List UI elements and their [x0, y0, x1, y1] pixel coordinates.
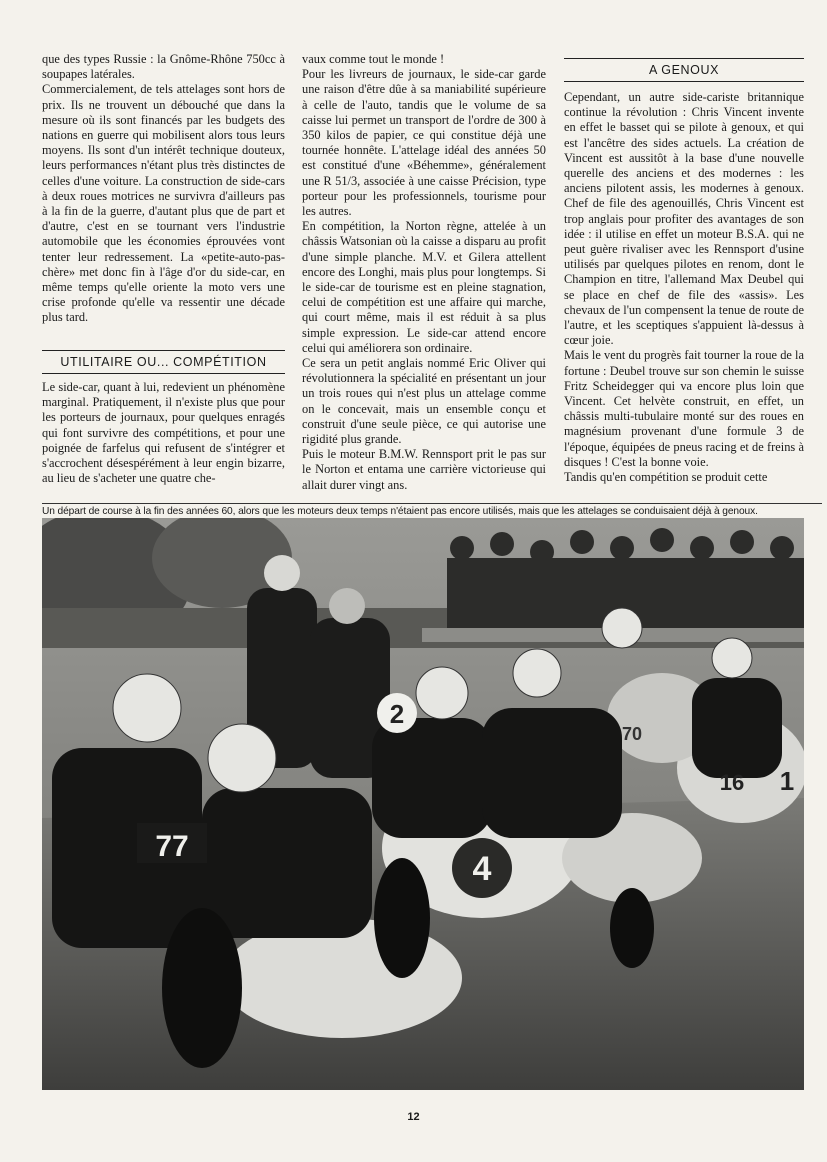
section-heading-utilitaire: UTILITAIRE OU... COMPÉTITION: [42, 350, 285, 374]
photo-caption: Un départ de course à la fin des années 60, alors que les moteurs deux temps n'étaient pas encore utilisés, mais que les attelages se conduisaient déjà à genoux.: [42, 503, 822, 517]
race-start-photo: [42, 518, 804, 1090]
column-2: [302, 52, 546, 493]
col1-paragraph: que des types Russie : la Gnôme-Rhône 750cc à soupapes latérales.: [42, 52, 285, 82]
page-number: 12: [407, 1111, 420, 1123]
col2-paragraph: Puis le moteur B.M.W. Rennsport prit le pas sur le Norton et entama une carrière victorieuse qui allait durer vingt ans.: [302, 447, 546, 492]
column-1: [42, 52, 285, 326]
race-number: 2: [389, 699, 405, 729]
section-heading-a-genoux: A GENOUX: [564, 58, 804, 82]
race-number: 70: [621, 724, 643, 744]
column-3: [564, 90, 804, 485]
col2-paragraph: Pour les livreurs de journaux, le side-car garde une raison d'être dûe à sa maniabilité supérieure à celle de l'auto, tandis que le volume de sa caisse lui permet un transport de l'ordre de 300 à 350 kilos de papier, ce qui constitue déjà une tournée honnête. L'attelage idéal des années 50 est constitué d'une «Béhemme», généralement une R 51/3, associée à une caisse Précision, type porteur pour les professionnels, tourisme pour les autres.: [302, 67, 546, 219]
col1-paragraph: Commercialement, de tels attelages sont hors de prix. Ils ne trouvent un débouché que dans la mesure où ils sont financés par les budgets des nations en guerre qui mobilisent alors tous leurs moyens. Ils sont d'un intérêt technique douteux, leurs performances n'étant plus très distinctes de celles d'une voiture. La construction de side-cars à deux roues motrices ne survivra d'ailleurs pas à la fin de la guerre, d'autant plus que de part et d'autre, c'est en se tournant vers l'industrie automobile que les économies éprouvées vont tenter leur redressement. La «petite-auto-pas-chère» met donc fin à l'âge d'or du side-car, en même temps qu'elle oriente la moto vers une crise profonde qu'elle va ressentir une décade plus tard.: [42, 82, 285, 325]
col2-paragraph: Ce sera un petit anglais nommé Eric Oliver qui révolutionnera la spécialité en présentant un jour un trois roues qui n'est plus un attelage comme on le concevait, mais un ensemble conçu et construit d'une seule pièce, ce qui autorise une rigidité plus grande.: [302, 356, 546, 447]
col3-paragraph: Tandis qu'en compétition se produit cette: [564, 470, 768, 485]
col1b-paragraph: Le side-car, quant à lui, redevient un phénomène marginal. Pratiquement, il n'existe plus que pour les porteurs de journaux, pour quelques enragés qui font survivre des compétitions, et pour une poignée de farfelus qui refusent de s'intégrer et s'accrochent désespérément à leur engin bizarre, au lieu de s'acheter une quatre che-: [42, 380, 285, 486]
race-number: 77: [155, 830, 189, 863]
race-number: 4: [472, 850, 492, 888]
race-number: 1: [779, 766, 795, 796]
col2-paragraph: En compétition, la Norton règne, attelée à un châssis Watsonian où la caisse a disparu au profit d'une simple planche. M.V. et Gilera attellent encore des Longhi, mais plus pour longtemps. Si le side-car de tourisme est en pleine stagnation, celui de compétition est une affaire qui marche, qui court même, mais il est réduit à sa plus simple expression. Le side-car attend encore celui qui améliorera son ordinaire.: [302, 219, 546, 355]
race-number: 16: [719, 770, 745, 795]
col3-paragraph: Mais le vent du progrès fait tourner la roue de la fortune : Deubel trouve sur son chemin le suisse Fritz Scheidegger qui va encore plus loin que Vincent. Cet helvète construit, en effet, un châssis multi-tubulaire monté sur des roues en magnésium provenant d'une formule 3 de l'époque, équipées de pneus racing et de freins à disques ! C'est la bonne voie.: [564, 348, 804, 469]
column-1-lower: [42, 380, 285, 486]
col3-paragraph: Cependant, un autre side-cariste britannique continue la révolution : Chris Vincent invente en effet le basset qui se pilote à genoux, et qui est l'ancêtre des sides actuels. La création de Vincent est aussitôt à la base d'une nouvelle querelle des anciens et des modernes : les anciens pilotent assis, les modernes à genoux. Chef de file des agenouillés, Chris Vincent est trop anglais pour profiter des avantages de son idée : il utilise en effet un moteur B.S.A. qui ne peut guère rivaliser avec les Rennsport d'usine utilisés par quelques pilotes en renom, dont le Champion en titre, l'allemand Max Deubel qui se place en chef de file des «assis». Les chevaux de l'un compensent la tenue de route de l'autre, et les sceptiques s'appuient là-dessus à cœur joie.: [564, 90, 804, 348]
race-photo-illustration: [42, 518, 804, 1090]
col2-paragraph: vaux comme tout le monde !: [302, 52, 445, 66]
